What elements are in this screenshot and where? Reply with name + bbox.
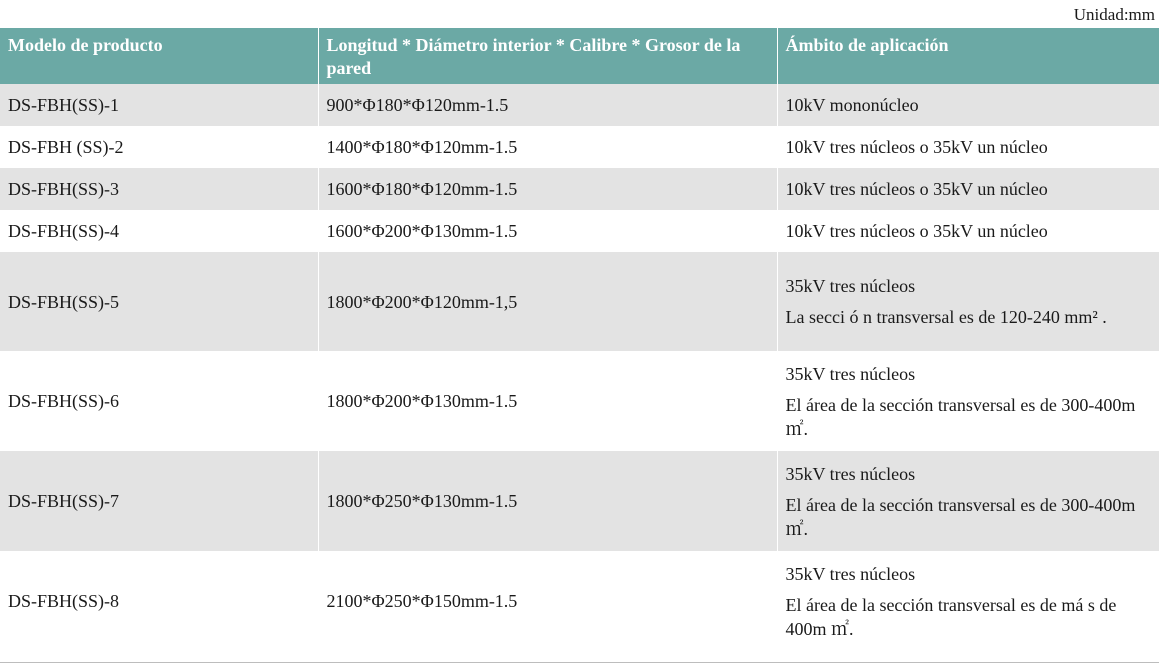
model-cell: DS-FBH(SS)-5 [0, 252, 318, 351]
model-cell: DS-FBH(SS)-8 [0, 551, 318, 651]
application-cell [777, 210, 1159, 252]
spec-table [0, 28, 1159, 651]
table-row [0, 126, 1159, 168]
dimensions-cell: 2100*Φ250*Φ150mm-1.5 [318, 551, 777, 651]
application-cell [777, 451, 1159, 551]
application-line: 10kV tres núcleos o 35kV un núcleo [785, 179, 1048, 199]
application-detail: El área de la sección transversal es de 300-400m ㎡. [785, 494, 1136, 539]
application-line: 10kV tres núcleos o 35kV un núcleo [785, 221, 1048, 241]
application-line: 35kV tres núcleos [785, 463, 916, 484]
application-line: 10kV mononúcleo [785, 95, 919, 115]
application-cell [777, 252, 1159, 351]
dimensions-cell: 1600*Φ180*Φ120mm-1.5 [318, 168, 777, 210]
dimensions-cell: 900*Φ180*Φ120mm-1.5 [318, 84, 777, 126]
table-row [0, 551, 1159, 651]
table-row [0, 451, 1159, 551]
dimensions-cell: 1400*Φ180*Φ120mm-1.5 [318, 126, 777, 168]
unit-label: Unidad:mm [1073, 5, 1155, 24]
model-cell: DS-FBH (SS)-2 [0, 126, 318, 168]
header-model: Modelo de producto [0, 28, 318, 84]
application-line: 35kV tres núcleos [785, 276, 916, 296]
table-row [0, 351, 1159, 451]
model-cell: DS-FBH(SS)-1 [0, 84, 318, 126]
table-bottom-rule [0, 662, 1159, 663]
table-row [0, 168, 1159, 210]
application-detail: El área de la sección transversal es de 300-400m ㎡. [785, 394, 1136, 439]
dimensions-cell: 1800*Φ200*Φ120mm-1,5 [318, 252, 777, 351]
application-cell [777, 126, 1159, 168]
table-row [0, 210, 1159, 252]
application-cell [777, 84, 1159, 126]
model-cell: DS-FBH(SS)-7 [0, 451, 318, 551]
application-line: 10kV tres núcleos o 35kV un núcleo [785, 137, 1048, 157]
model-cell: DS-FBH(SS)-4 [0, 210, 318, 252]
header-application: Ámbito de aplicación [777, 28, 1159, 84]
table-header-row [0, 28, 1159, 84]
application-line: 35kV tres núcleos [785, 563, 916, 584]
application-cell [777, 168, 1159, 210]
application-detail: El área de la sección transversal es de má s de 400m ㎡. [785, 594, 1117, 639]
application-line: 35kV tres núcleos [785, 363, 916, 384]
table-row [0, 84, 1159, 126]
dimensions-cell: 1800*Φ250*Φ130mm-1.5 [318, 451, 777, 551]
table-row [0, 252, 1159, 351]
dimensions-cell: 1600*Φ200*Φ130mm-1.5 [318, 210, 777, 252]
application-cell [777, 351, 1159, 451]
application-cell [777, 551, 1159, 651]
application-detail: La secci ó n transversal es de 120-240 mm² . [785, 307, 1107, 327]
dimensions-cell: 1800*Φ200*Φ130mm-1.5 [318, 351, 777, 451]
model-cell: DS-FBH(SS)-6 [0, 351, 318, 451]
header-dimensions: Longitud * Diámetro interior * Calibre * Grosor de la pared [318, 28, 777, 84]
model-cell: DS-FBH(SS)-3 [0, 168, 318, 210]
